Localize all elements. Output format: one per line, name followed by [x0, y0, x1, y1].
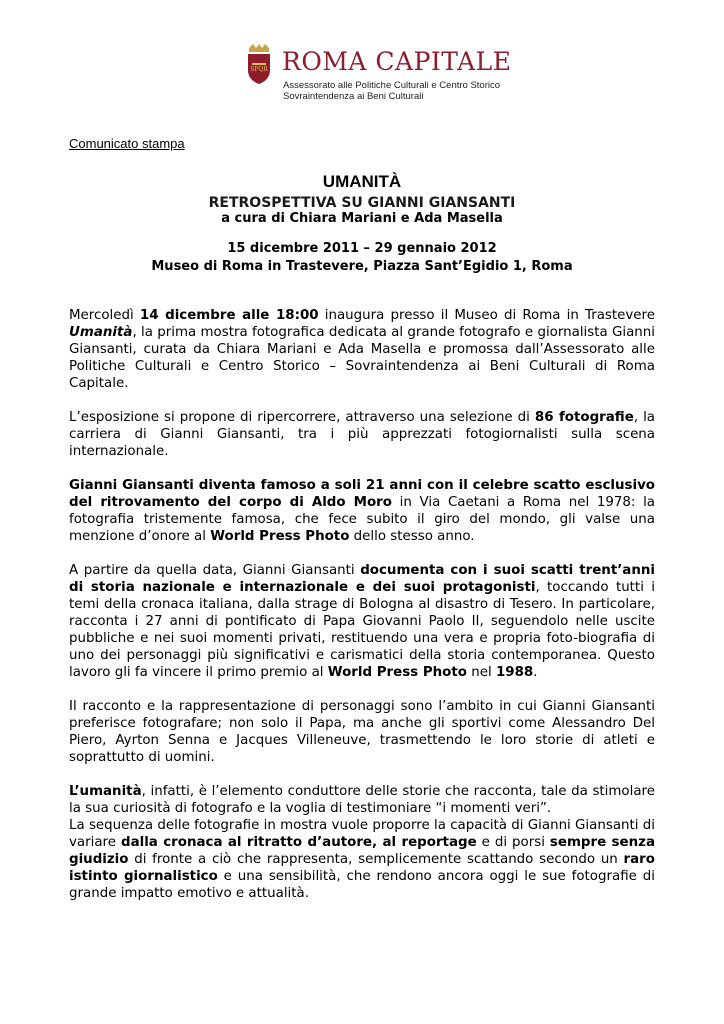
paragraph-7: La sequenza delle fotografie in mostra vuole proporre la capacità di Gianni Giansanti di variare dalla cronaca al ritratto d’autore, al reportage e di porsi sempre senza giudizio di fronte a ciò che rappresenta, semplicemente scattando secondo un raro istinto giornalistico e una sensibilità, che rendono ancora oggi le sue fotografie di grande impatto emotivo e attualità.: [69, 818, 655, 901]
paragraph-2: L’esposizione si propone di ripercorrere, attraverso una selezione di 86 fotografie, la carriera di Gianni Giansanti, tra i più apprezzati fotogiornalisti sulla scena internazionale.: [69, 410, 655, 459]
paragraph-1: Mercoledì 14 dicembre alle 18:00 inaugura presso il Museo di Roma in Trastevere Umanità, la prima mostra fotografica dedicata al grande fotografo e giornalista Gianni Giansanti, curata da Chiara Mariani e Ada Masella e promossa dall’Assessorato alle Politiche Culturali e Centro Storico – Sovraintendenza ai Beni Culturali di Roma Capitale.: [69, 308, 655, 391]
roma-capitale-logo: [246, 44, 512, 104]
press-release-label: Comunicato stampa: [69, 136, 185, 151]
logo-subtitle-2: Sovraintendenza ai Beni Culturali: [283, 91, 424, 102]
exhibition-curators: a cura di Chiara Mariani e Ada Masella: [221, 211, 503, 226]
exhibition-subtitle: RETROSPETTIVA SU GIANNI GIANSANTI: [208, 195, 516, 211]
svg-text:SPQR: SPQR: [250, 66, 268, 73]
paragraph-3: Gianni Giansanti diventa famoso a soli 21 anni con il celebre scatto esclusivo del ritrovamento del corpo di Aldo Moro in Via Caetani a Roma nel 1978: la fotografia tristemente famosa, che fece subito il giro del mondo, gli valse una menzione d’onore al World Press Photo dello stesso anno.: [69, 478, 655, 544]
exhibition-title: UMANITÀ: [322, 172, 402, 191]
exhibition-location: Museo di Roma in Trastevere, Piazza Sant’Egidio 1, Roma: [151, 259, 573, 274]
logo-title: ROMA CAPITALE: [282, 47, 512, 76]
roma-shield-icon: [246, 44, 272, 84]
paragraph-5: Il racconto e la rappresentazione di personaggi sono l’ambito in cui Gianni Giansanti preferisce fotografare; non solo il Papa, ma anche gli sportivi come Alessandro Del Piero, Ayrton Senna e Jacques Villeneuve, trasmettendo le loro storie di atleti e soprattutto di uomini.: [69, 699, 655, 765]
logo-subtitle-1: Assessorato alle Politiche Culturali e Centro Storico: [283, 80, 501, 91]
paragraph-6: L’umanità, infatti, è l’elemento conduttore delle storie che racconta, tale da stimolare la sua curiosità di fotografo e la voglia di testimoniare “i momenti veri”.: [69, 784, 655, 816]
paragraph-4: A partire da quella data, Gianni Giansanti documenta con i suoi scatti trent’anni di storia nazionale e internazionale e dei suoi protagonisti, toccando tutti i temi della cronaca italiana, dalla strage di Bologna al disastro di Tesero. In particolare, racconta i 27 anni di pontificato di Papa Giovanni Paolo II, seguendolo nelle uscite pubbliche e nei suoi momenti privati, restituendo una vera e propria foto-biografia di uno dei personaggi più significativi e carismatici della storia contemporanea. Questo lavoro gli fa vincere il primo premio al World Press Photo nel 1988.: [69, 563, 655, 680]
exhibition-dates: 15 dicembre 2011 – 29 gennaio 2012: [227, 241, 497, 256]
press-body: [69, 307, 655, 919]
